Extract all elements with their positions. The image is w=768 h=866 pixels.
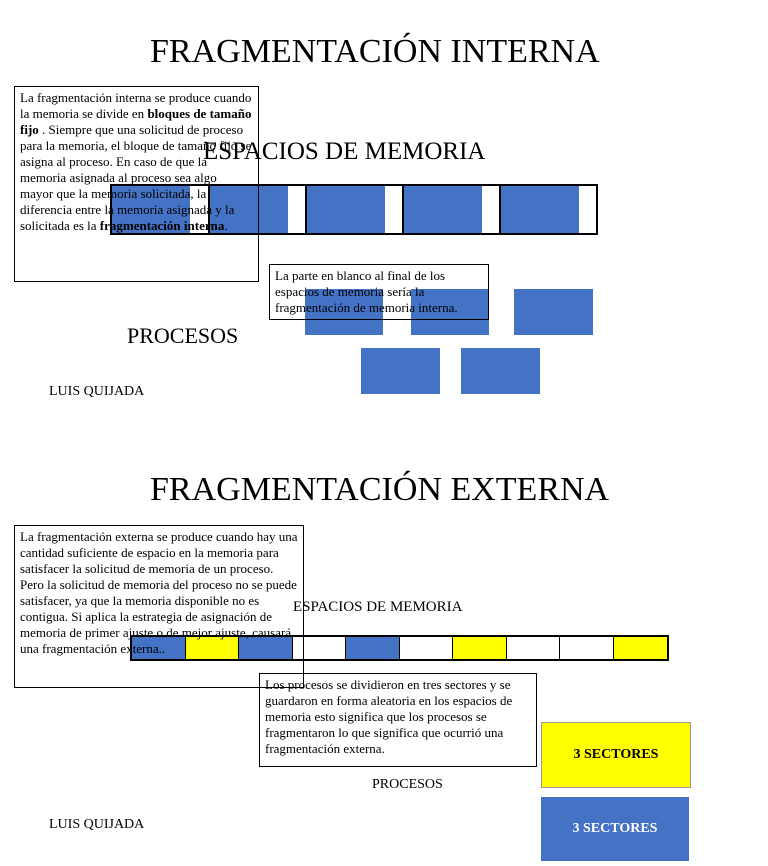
external-memory-cell <box>400 637 454 659</box>
internal-memory-label: ESPACIOS DE MEMORIA <box>203 138 486 165</box>
external-memory-cell <box>614 637 668 659</box>
internal-note: La parte en blanco al final de los espacios de memoria sería la fragmentación de memoria interna. <box>269 264 489 320</box>
external-author: LUIS QUIJADA <box>49 817 145 832</box>
external-note: Los procesos se dividieron en tres sectores y se guardaron en forma aleatoria en los espacios de memoria esto significa que los procesos se fragmentaron lo que significa que ocurrió una fragmentación externa. <box>259 673 537 767</box>
internal-process-block <box>514 289 593 335</box>
internal-process-block <box>461 348 540 394</box>
internal-description-emphasis: fragmentación interna <box>99 218 225 233</box>
internal-description-text: . Siempre que una solicitud de proceso para la memoria, el bloque de tamaño fijo se asigna al proceso. En caso de que la memoria asignada al proceso sea algo mayor que la memoria solicitada, la diferencia entre la memoria asignada y la solicitada es la <box>20 122 252 233</box>
internal-description-text: La fragmentación interna se produce cuando la memoria se divide en <box>20 90 252 121</box>
internal-description-text: . <box>224 218 228 233</box>
internal-description-emphasis: bloques de tamaño fijo <box>20 106 252 137</box>
external-memory-cell <box>453 637 507 659</box>
external-memory-label: ESPACIOS DE MEMORIA <box>293 599 463 615</box>
internal-memory-block <box>307 186 385 233</box>
internal-description <box>14 86 259 282</box>
sector-blue-block: 3 SECTORES <box>541 797 689 861</box>
external-description: La fragmentación externa se produce cuando hay una cantidad suficiente de espacio en la memoria para satisfacer la solicitud de memoria de un proceso. Pero la solicitud de memoria del proceso no se puede satisfacer, ya que la memoria disponible no es contigua. Si aplica la estrategia de asignación de memoria de primer ajuste o de mejor ajuste, causará una fragmentación externa.. <box>14 525 304 688</box>
external-memory-cell <box>507 637 561 659</box>
external-memory-cell <box>560 637 614 659</box>
internal-title: FRAGMENTACIÓN INTERNA <box>150 33 600 70</box>
sector-yellow-block: 3 SECTORES <box>541 722 691 788</box>
internal-memory-block <box>404 186 482 233</box>
external-memory-cell <box>346 637 400 659</box>
internal-process-block <box>361 348 440 394</box>
external-title: FRAGMENTACIÓN EXTERNA <box>150 471 610 508</box>
internal-memory-block <box>501 186 579 233</box>
external-processes-label: PROCESOS <box>372 777 443 792</box>
internal-author: LUIS QUIJADA <box>49 384 145 399</box>
internal-processes-label: PROCESOS <box>127 323 239 348</box>
